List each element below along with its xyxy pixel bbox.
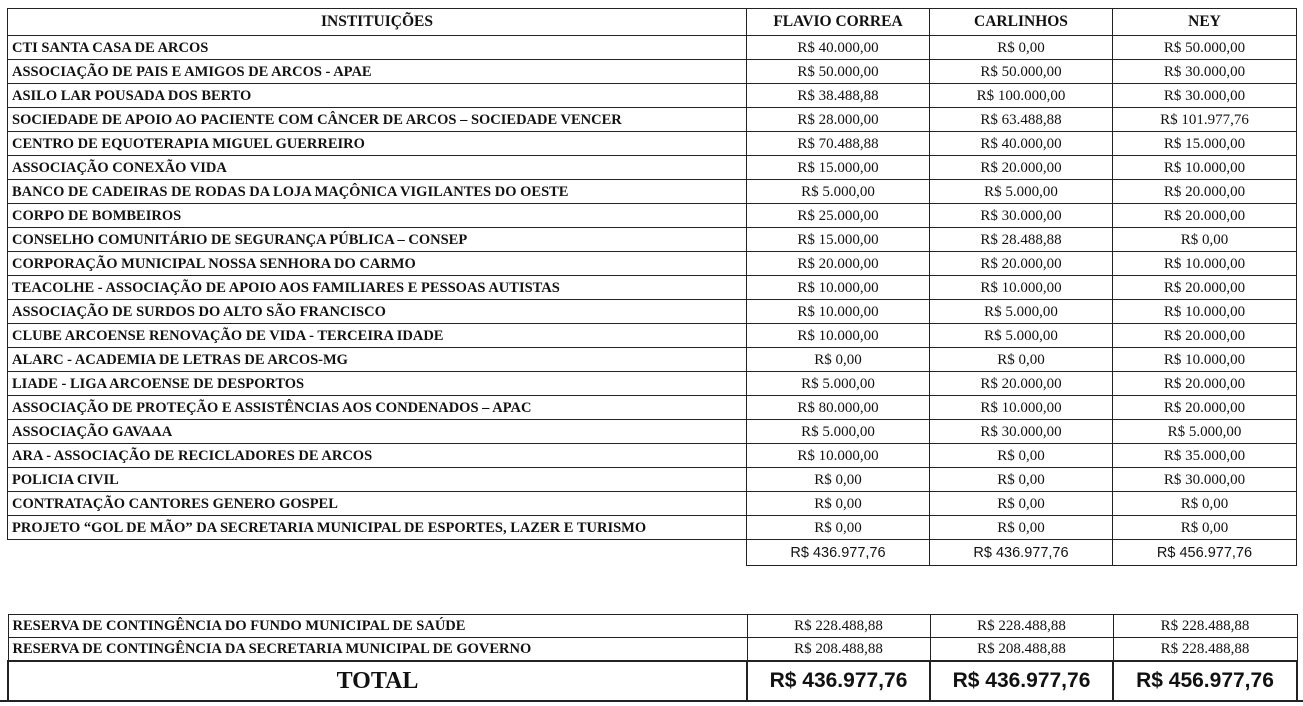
value-flavio-correa: R$ 0,00 [747, 516, 930, 540]
value-flavio-correa: R$ 38.488,88 [747, 84, 930, 108]
value-ney: R$ 30.000,00 [1113, 468, 1297, 492]
value-ney: R$ 20.000,00 [1113, 372, 1297, 396]
institution-name: ASSOCIAÇÃO CONEXÃO VIDA [8, 156, 747, 180]
institution-name: TEACOLHE - ASSOCIAÇÃO DE APOIO AOS FAMILIARES E PESSOAS AUTISTAS [8, 276, 747, 300]
value-carlinhos: R$ 63.488,88 [930, 108, 1113, 132]
institution-name: ASSOCIAÇÃO DE PAIS E AMIGOS DE ARCOS - APAE [8, 60, 747, 84]
value-carlinhos: R$ 0,00 [930, 468, 1113, 492]
institution-name: ASILO LAR POUSADA DOS BERTO [8, 84, 747, 108]
value-ney: R$ 20.000,00 [1113, 324, 1297, 348]
value-flavio-correa: R$ 40.000,00 [747, 36, 930, 60]
institutions-body [8, 36, 1297, 540]
table-row [8, 108, 1297, 132]
value-ney: R$ 10.000,00 [1113, 252, 1297, 276]
table-row [8, 396, 1297, 420]
value-carlinhos: R$ 0,00 [930, 348, 1113, 372]
subtotal-blank [8, 540, 747, 566]
value-carlinhos: R$ 40.000,00 [930, 132, 1113, 156]
reserve-row [8, 638, 1297, 662]
institution-name: RESERVA DE CONTINGÊNCIA DO FUNDO MUNICIPAL DE SAÚDE [8, 615, 747, 638]
value-carlinhos: R$ 0,00 [930, 492, 1113, 516]
value-ney: R$ 20.000,00 [1113, 396, 1297, 420]
value-flavio-correa: R$ 5.000,00 [747, 180, 930, 204]
table-row [8, 324, 1297, 348]
institution-name: CLUBE ARCOENSE RENOVAÇÃO DE VIDA - TERCEIRA IDADE [8, 324, 747, 348]
value-ney: R$ 15.000,00 [1113, 132, 1297, 156]
value-carlinhos: R$ 50.000,00 [930, 60, 1113, 84]
value-flavio-correa: R$ 70.488,88 [747, 132, 930, 156]
table-row [8, 276, 1297, 300]
value-carlinhos: R$ 208.488,88 [930, 638, 1113, 662]
value-ney: R$ 0,00 [1113, 516, 1297, 540]
value-carlinhos: R$ 0,00 [930, 444, 1113, 468]
bottom-rule [0, 700, 1303, 702]
value-carlinhos: R$ 0,00 [930, 516, 1113, 540]
value-ney: R$ 20.000,00 [1113, 180, 1297, 204]
institution-name: PROJETO “GOL DE MÃO” DA SECRETARIA MUNICIPAL DE ESPORTES, LAZER E TURISMO [8, 516, 747, 540]
value-carlinhos: R$ 10.000,00 [930, 276, 1113, 300]
reserve-row [8, 615, 1297, 638]
header-ney: NEY [1113, 9, 1297, 36]
header-institution: INSTITUIÇÕES [8, 9, 747, 36]
value-carlinhos: R$ 20.000,00 [930, 156, 1113, 180]
reserves-body [8, 615, 1297, 662]
subtotal-ney: R$ 456.977,76 [1113, 540, 1297, 566]
table-row [8, 36, 1297, 60]
institutions-table [7, 8, 1297, 566]
value-flavio-correa: R$ 10.000,00 [747, 276, 930, 300]
value-ney: R$ 10.000,00 [1113, 348, 1297, 372]
value-carlinhos: R$ 20.000,00 [930, 372, 1113, 396]
total-ney: R$ 456.977,76 [1113, 661, 1297, 701]
value-ney: R$ 5.000,00 [1113, 420, 1297, 444]
institution-name: CENTRO DE EQUOTERAPIA MIGUEL GUERREIRO [8, 132, 747, 156]
value-ney: R$ 20.000,00 [1113, 276, 1297, 300]
value-ney: R$ 30.000,00 [1113, 84, 1297, 108]
header-carlinhos: CARLINHOS [930, 9, 1113, 36]
value-flavio-correa: R$ 25.000,00 [747, 204, 930, 228]
value-flavio-correa: R$ 80.000,00 [747, 396, 930, 420]
institution-name: POLICIA CIVIL [8, 468, 747, 492]
value-ney: R$ 20.000,00 [1113, 204, 1297, 228]
table-row [8, 156, 1297, 180]
value-carlinhos: R$ 20.000,00 [930, 252, 1113, 276]
institution-name: SOCIEDADE DE APOIO AO PACIENTE COM CÂNCER DE ARCOS – SOCIEDADE VENCER [8, 108, 747, 132]
value-ney: R$ 101.977,76 [1113, 108, 1297, 132]
value-flavio-correa: R$ 0,00 [747, 468, 930, 492]
table-row [8, 420, 1297, 444]
value-carlinhos: R$ 100.000,00 [930, 84, 1113, 108]
value-flavio-correa: R$ 228.488,88 [747, 615, 930, 638]
institution-name: ARA - ASSOCIAÇÃO DE RECICLADORES DE ARCOS [8, 444, 747, 468]
table-row [8, 204, 1297, 228]
institution-name: CONSELHO COMUNITÁRIO DE SEGURANÇA PÚBLICA – CONSEP [8, 228, 747, 252]
value-ney: R$ 50.000,00 [1113, 36, 1297, 60]
institution-name: CORPO DE BOMBEIROS [8, 204, 747, 228]
value-carlinhos: R$ 10.000,00 [930, 396, 1113, 420]
subtotal-row [8, 540, 1297, 566]
value-flavio-correa: R$ 0,00 [747, 492, 930, 516]
subtotal-flavio-correa: R$ 436.977,76 [747, 540, 930, 566]
total-carlinhos: R$ 436.977,76 [930, 661, 1113, 701]
table-row [8, 300, 1297, 324]
value-flavio-correa: R$ 10.000,00 [747, 300, 930, 324]
table-row [8, 372, 1297, 396]
value-flavio-correa: R$ 208.488,88 [747, 638, 930, 662]
institution-name: ASSOCIAÇÃO GAVAAA [8, 420, 747, 444]
institution-name: CONTRATAÇÃO CANTORES GENERO GOSPEL [8, 492, 747, 516]
subtotal-carlinhos: R$ 436.977,76 [930, 540, 1113, 566]
institution-name: ASSOCIAÇÃO DE PROTEÇÃO E ASSISTÊNCIAS AOS CONDENADOS – APAC [8, 396, 747, 420]
value-ney: R$ 10.000,00 [1113, 300, 1297, 324]
institution-name: BANCO DE CADEIRAS DE RODAS DA LOJA MAÇÔNICA VIGILANTES DO OESTE [8, 180, 747, 204]
table-row [8, 60, 1297, 84]
table-row [8, 468, 1297, 492]
value-carlinhos: R$ 5.000,00 [930, 324, 1113, 348]
table-row [8, 492, 1297, 516]
value-flavio-correa: R$ 20.000,00 [747, 252, 930, 276]
table-row [8, 228, 1297, 252]
value-flavio-correa: R$ 5.000,00 [747, 372, 930, 396]
value-flavio-correa: R$ 0,00 [747, 348, 930, 372]
reserves-table [7, 614, 1298, 702]
value-carlinhos: R$ 0,00 [930, 36, 1113, 60]
table-row [8, 516, 1297, 540]
value-flavio-correa: R$ 10.000,00 [747, 324, 930, 348]
header-flavio-correa: FLAVIO CORREA [747, 9, 930, 36]
total-label: TOTAL [8, 661, 747, 701]
table-row [8, 252, 1297, 276]
value-carlinhos: R$ 30.000,00 [930, 204, 1113, 228]
total-row [8, 661, 1297, 701]
value-carlinhos: R$ 228.488,88 [930, 615, 1113, 638]
table-row [8, 132, 1297, 156]
institution-name: ASSOCIAÇÃO DE SURDOS DO ALTO SÃO FRANCISCO [8, 300, 747, 324]
value-carlinhos: R$ 30.000,00 [930, 420, 1113, 444]
value-carlinhos: R$ 5.000,00 [930, 300, 1113, 324]
institution-name: CORPORAÇÃO MUNICIPAL NOSSA SENHORA DO CARMO [8, 252, 747, 276]
table-row [8, 444, 1297, 468]
value-flavio-correa: R$ 10.000,00 [747, 444, 930, 468]
institution-name: RESERVA DE CONTINGÊNCIA DA SECRETARIA MUNICIPAL DE GOVERNO [8, 638, 747, 662]
header-row [8, 9, 1297, 36]
total-flavio-correa: R$ 436.977,76 [747, 661, 930, 701]
value-carlinhos: R$ 5.000,00 [930, 180, 1113, 204]
table-row [8, 180, 1297, 204]
value-flavio-correa: R$ 15.000,00 [747, 156, 930, 180]
table-row [8, 348, 1297, 372]
value-ney: R$ 0,00 [1113, 228, 1297, 252]
institution-name: ALARC - ACADEMIA DE LETRAS DE ARCOS-MG [8, 348, 747, 372]
value-ney: R$ 30.000,00 [1113, 60, 1297, 84]
value-flavio-correa: R$ 28.000,00 [747, 108, 930, 132]
value-flavio-correa: R$ 15.000,00 [747, 228, 930, 252]
value-flavio-correa: R$ 50.000,00 [747, 60, 930, 84]
value-ney: R$ 228.488,88 [1113, 615, 1297, 638]
value-ney: R$ 10.000,00 [1113, 156, 1297, 180]
table-row [8, 84, 1297, 108]
institution-name: LIADE - LIGA ARCOENSE DE DESPORTOS [8, 372, 747, 396]
value-ney: R$ 228.488,88 [1113, 638, 1297, 662]
value-ney: R$ 0,00 [1113, 492, 1297, 516]
value-ney: R$ 35.000,00 [1113, 444, 1297, 468]
institution-name: CTI SANTA CASA DE ARCOS [8, 36, 747, 60]
value-flavio-correa: R$ 5.000,00 [747, 420, 930, 444]
value-carlinhos: R$ 28.488,88 [930, 228, 1113, 252]
